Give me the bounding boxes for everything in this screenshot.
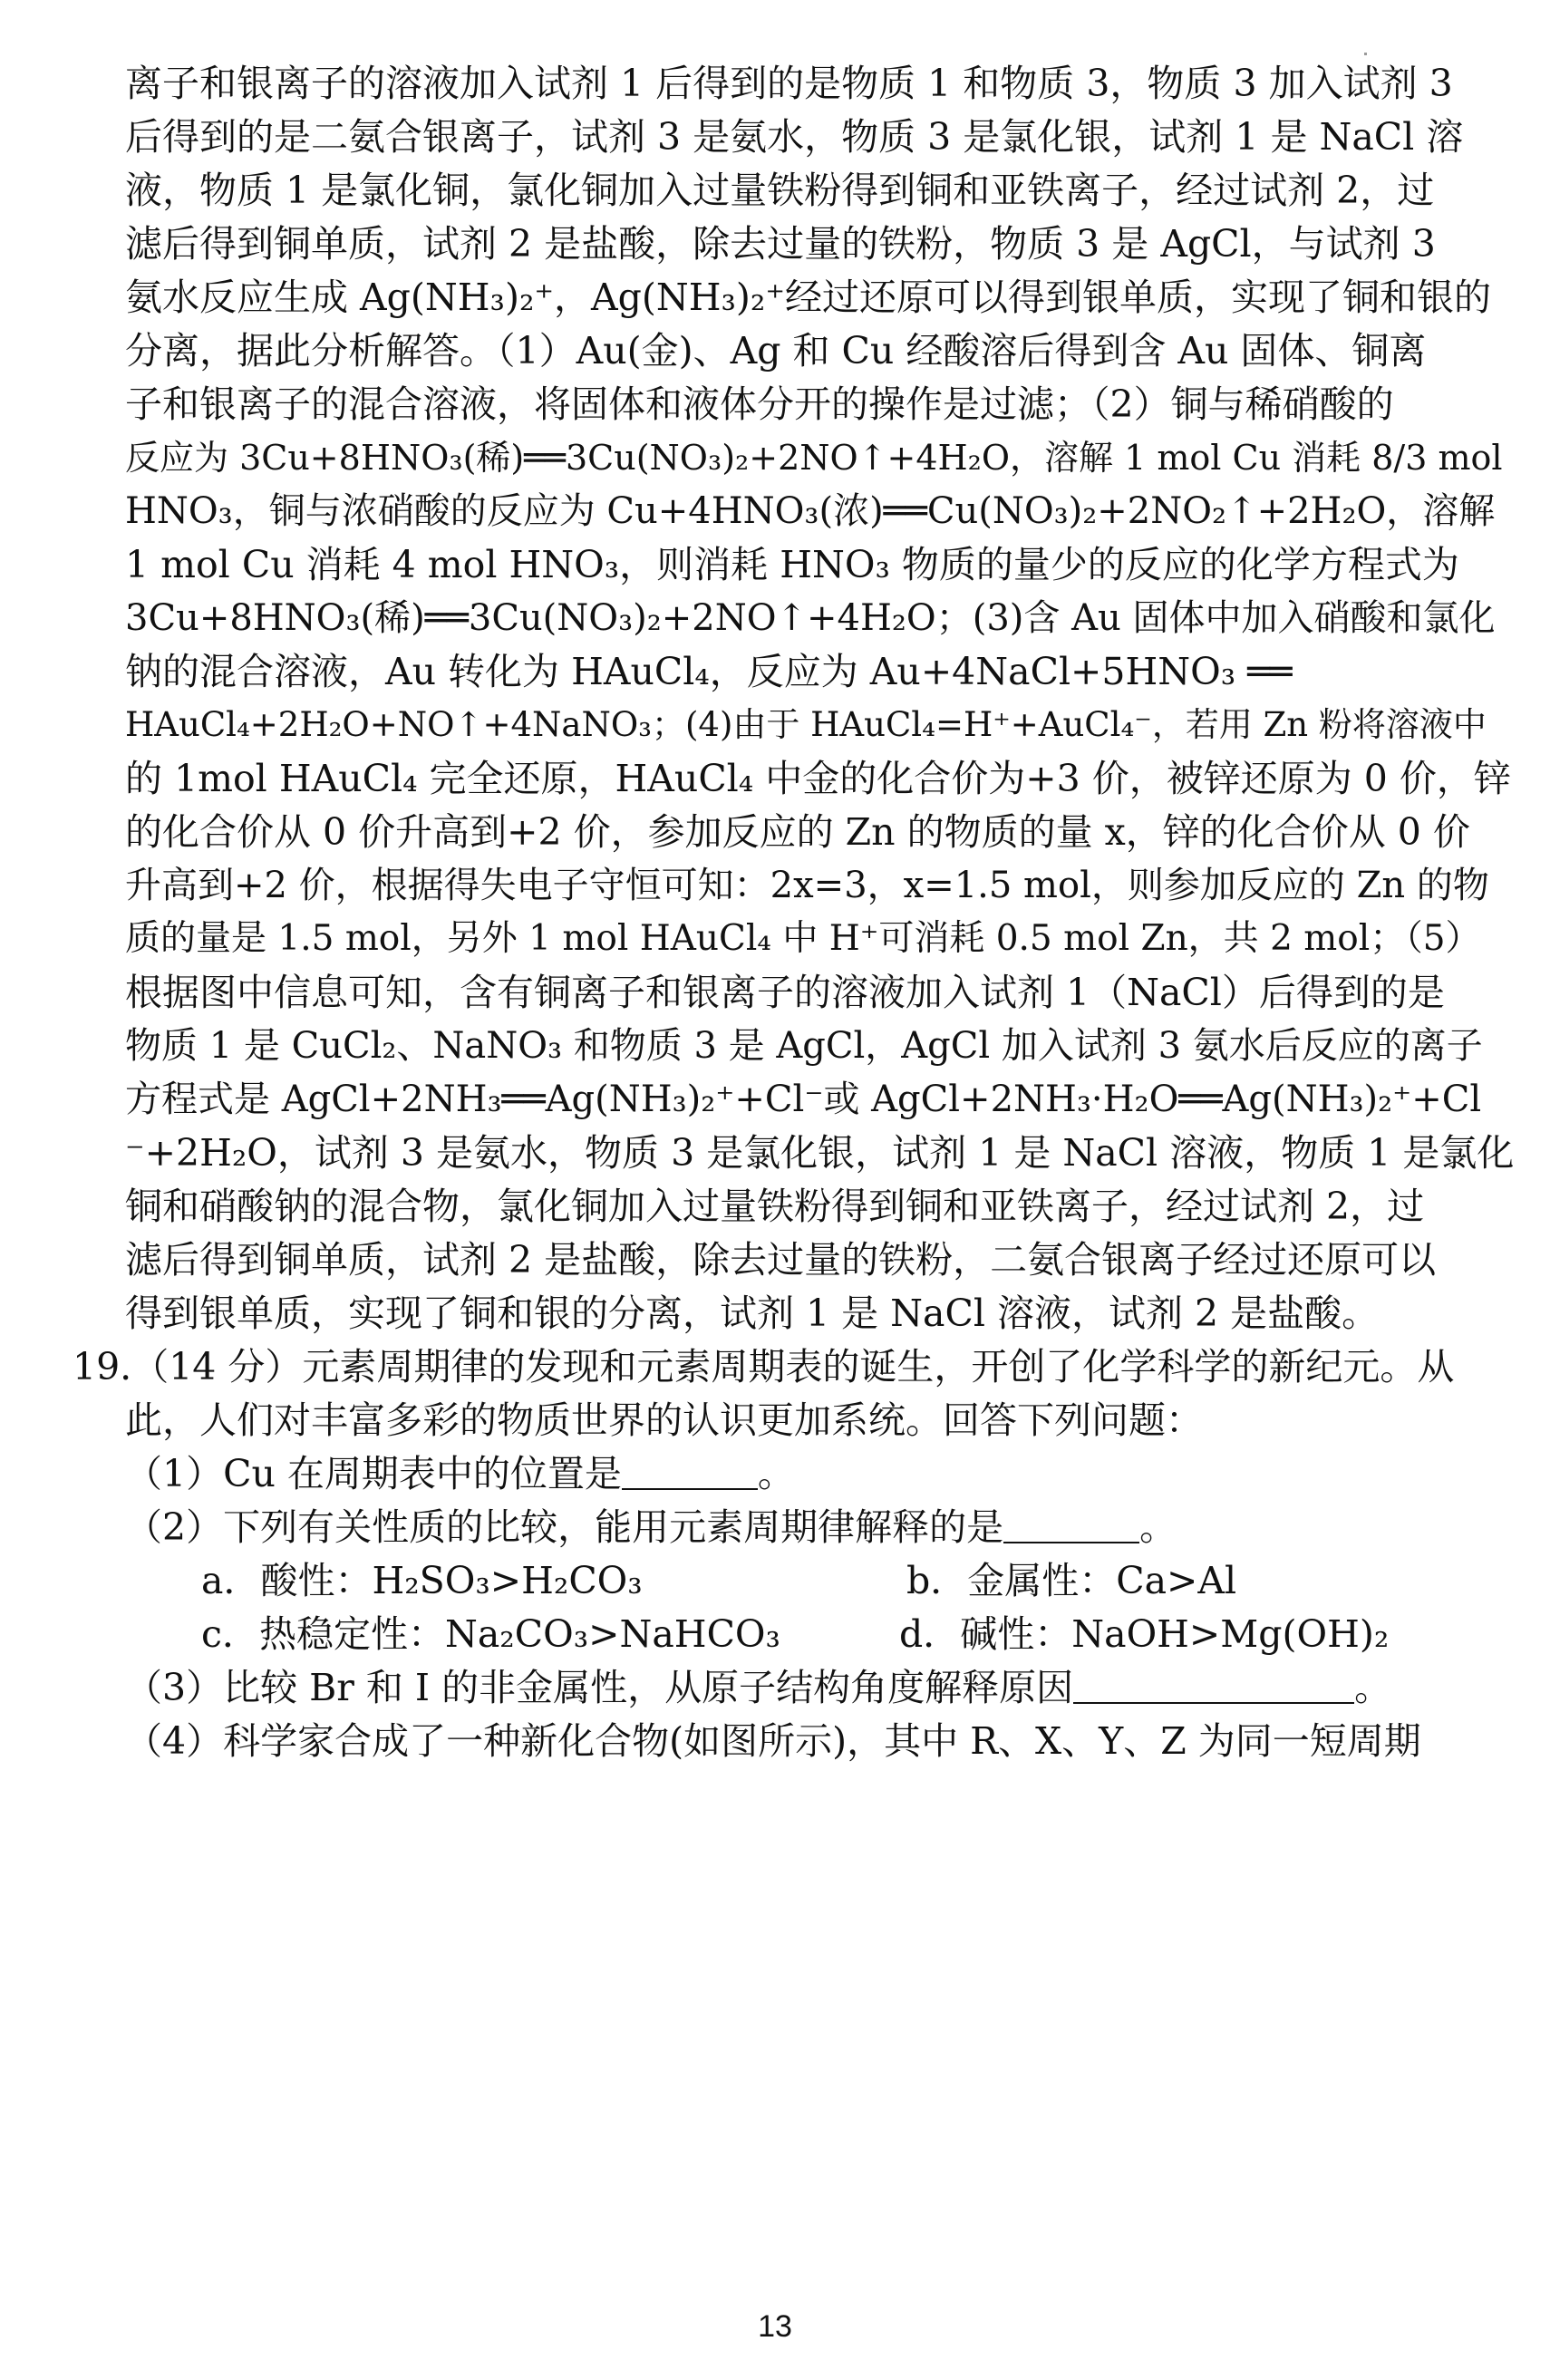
text-line: 升高到+2 价，根据得失电子守恒可知：2x=3，x=1.5 mol，则参加反应的 Zn 的物 [125,865,1489,906]
option-d[interactable]: d．碱性：NaOH>Mg(OH)₂ [899,1612,1390,1656]
text-line: 3Cu+8HNO₃(稀)══3Cu(NO₃)₂+2NO↑+4H₂O；(3)含 Au 固体中加入硝酸和氯化 [125,597,1496,639]
text-line: 滤后得到铜单质，试剂 2 是盐酸，除去过量的铁粉，物质 3 是 AgCl，与试剂 3 [125,222,1436,266]
text-line: 子和银离子的混合溶液，将固体和液体分开的操作是过滤；（2）铜与稀硝酸的 [125,382,1394,426]
text-line: 钠的混合溶液，Au 转化为 HAuCl₄，反应为 Au+4NaCl+5HNO₃ ══ [125,650,1293,693]
text-line: ⁻+2H₂O，试剂 3 是氨水，物质 3 是氯化银，试剂 1 是 NaCl 溶液，物质 1 是氯化 [125,1131,1515,1175]
text-line: 液，物质 1 是氯化铜，氯化铜加入过量铁粉得到铜和亚铁离子，经过试剂 2，过 [125,169,1435,212]
subquestion-2-end: 。 [1139,1505,1177,1549]
subquestion-4: （4）科学家合成了一种新化合物(如图所示)，其中 R、X、Y、Z 为同一短周期 [125,1719,1421,1763]
text-line: 的化合价从 0 价升高到+2 价，参加反应的 Zn 的物质的量 x，锌的化合价从 0 价 [125,810,1470,854]
text-line: HAuCl₄+2H₂O+NO↑+4NaNO₃；(4)由于 HAuCl₄=H⁺+AuCl₄⁻，若用 Zn 粉将溶液中 [125,705,1487,744]
question-intro-cont: 此，人们对丰富多彩的物质世界的认识更加系统。回答下列问题： [125,1398,1203,1442]
subquestion-1-text: （1）Cu 在周期表中的位置是 [125,1452,622,1495]
text-line: 离子和银离子的溶液加入试剂 1 后得到的是物质 1 和物质 3，物质 3 加入试剂 3 [125,62,1453,105]
text-line: 后得到的是二氨合银离子，试剂 3 是氨水，物质 3 是氯化银，试剂 1 是 NaCl 溶 [125,115,1464,159]
text-line: 的 1mol HAuCl₄ 完全还原，HAuCl₄ 中金的化合价为+3 价，被锌还原为 0 价，锌 [125,757,1511,800]
subquestion-1-end: 。 [757,1452,795,1495]
text-line: 方程式是 AgCl+2NH₃══Ag(NH₃)₂⁺+Cl⁻或 AgCl+2NH₃·H₂O══Ag(NH₃)₂⁺+Cl [125,1079,1482,1120]
text-line: 分离，据此分析解答。（1）Au(金)、Ag 和 Cu 经酸溶后得到含 Au 固体、铜离 [125,329,1427,372]
option-a[interactable]: a．酸性：H₂SO₃>H₂CO₃ [201,1559,643,1602]
text-line: HNO₃，铜与浓硝酸的反应为 Cu+4HNO₃(浓)══Cu(NO₃)₂+2NO₂↑+2H₂O，溶解 [125,490,1496,532]
text-line: 氨水反应生成 Ag(NH₃)₂⁺，Ag(NH₃)₂⁺经过还原可以得到银单质，实现了铜和银的 [125,276,1492,319]
subquestion-3-text: （3）比较 Br 和 I 的非金属性，从原子结构角度解释原因 [125,1666,1074,1709]
text-line: 得到银单质，实现了铜和银的分离，试剂 1 是 NaCl 溶液，试剂 2 是盐酸。 [125,1292,1380,1335]
subquestion-3-end: 。 [1354,1666,1392,1709]
text-line: 根据图中信息可知，含有铜离子和银离子的溶液加入试剂 1（NaCl）后得到的是 [125,971,1445,1014]
subquestion-2 [125,1505,1503,1549]
text-line: 滤后得到铜单质，试剂 2 是盐酸，除去过量的铁粉，二氨合银离子经过还原可以 [125,1238,1437,1282]
option-b[interactable]: b．金属性：Ca>Al [906,1559,1237,1602]
answer-blank-2[interactable] [1003,1511,1139,1543]
option-c[interactable]: c．热稳定性：Na₂CO₃>NaHCO₃ [201,1612,780,1656]
subquestion-2-text: （2）下列有关性质的比较，能用元素周期律解释的是 [125,1505,1004,1549]
answer-blank-1[interactable] [622,1457,758,1490]
text-line: 铜和硝酸钠的混合物，氯化铜加入过量铁粉得到铜和亚铁离子，经过试剂 2，过 [125,1185,1425,1228]
text-line: 物质 1 是 CuCl₂、NaNO₃ 和物质 3 是 AgCl，AgCl 加入试剂 3 氨水后反应的离子 [125,1025,1483,1067]
text-line: 质的量是 1.5 mol，另外 1 mol HAuCl₄ 中 H⁺可消耗 0.5 mol Zn，共 2 mol；（5） [125,918,1481,959]
answer-blank-3[interactable] [1073,1671,1354,1704]
scan-speck [1364,53,1367,55]
page-number: 13 [758,2309,792,2344]
text-line: 反应为 3Cu+8HNO₃(稀)══3Cu(NO₃)₂+2NO↑+4H₂O，溶解 1 mol Cu 消耗 8/3 mol [125,438,1503,478]
question-intro: 19.（14 分）元素周期律的发现和元素周期表的诞生，开创了化学科学的新纪元。从 [73,1345,1455,1388]
subquestion-3 [125,1666,1503,1709]
subquestion-1 [125,1452,1503,1495]
text-line: 1 mol Cu 消耗 4 mol HNO₃，则消耗 HNO₃ 物质的量少的反应的化学方程式为 [125,543,1459,586]
